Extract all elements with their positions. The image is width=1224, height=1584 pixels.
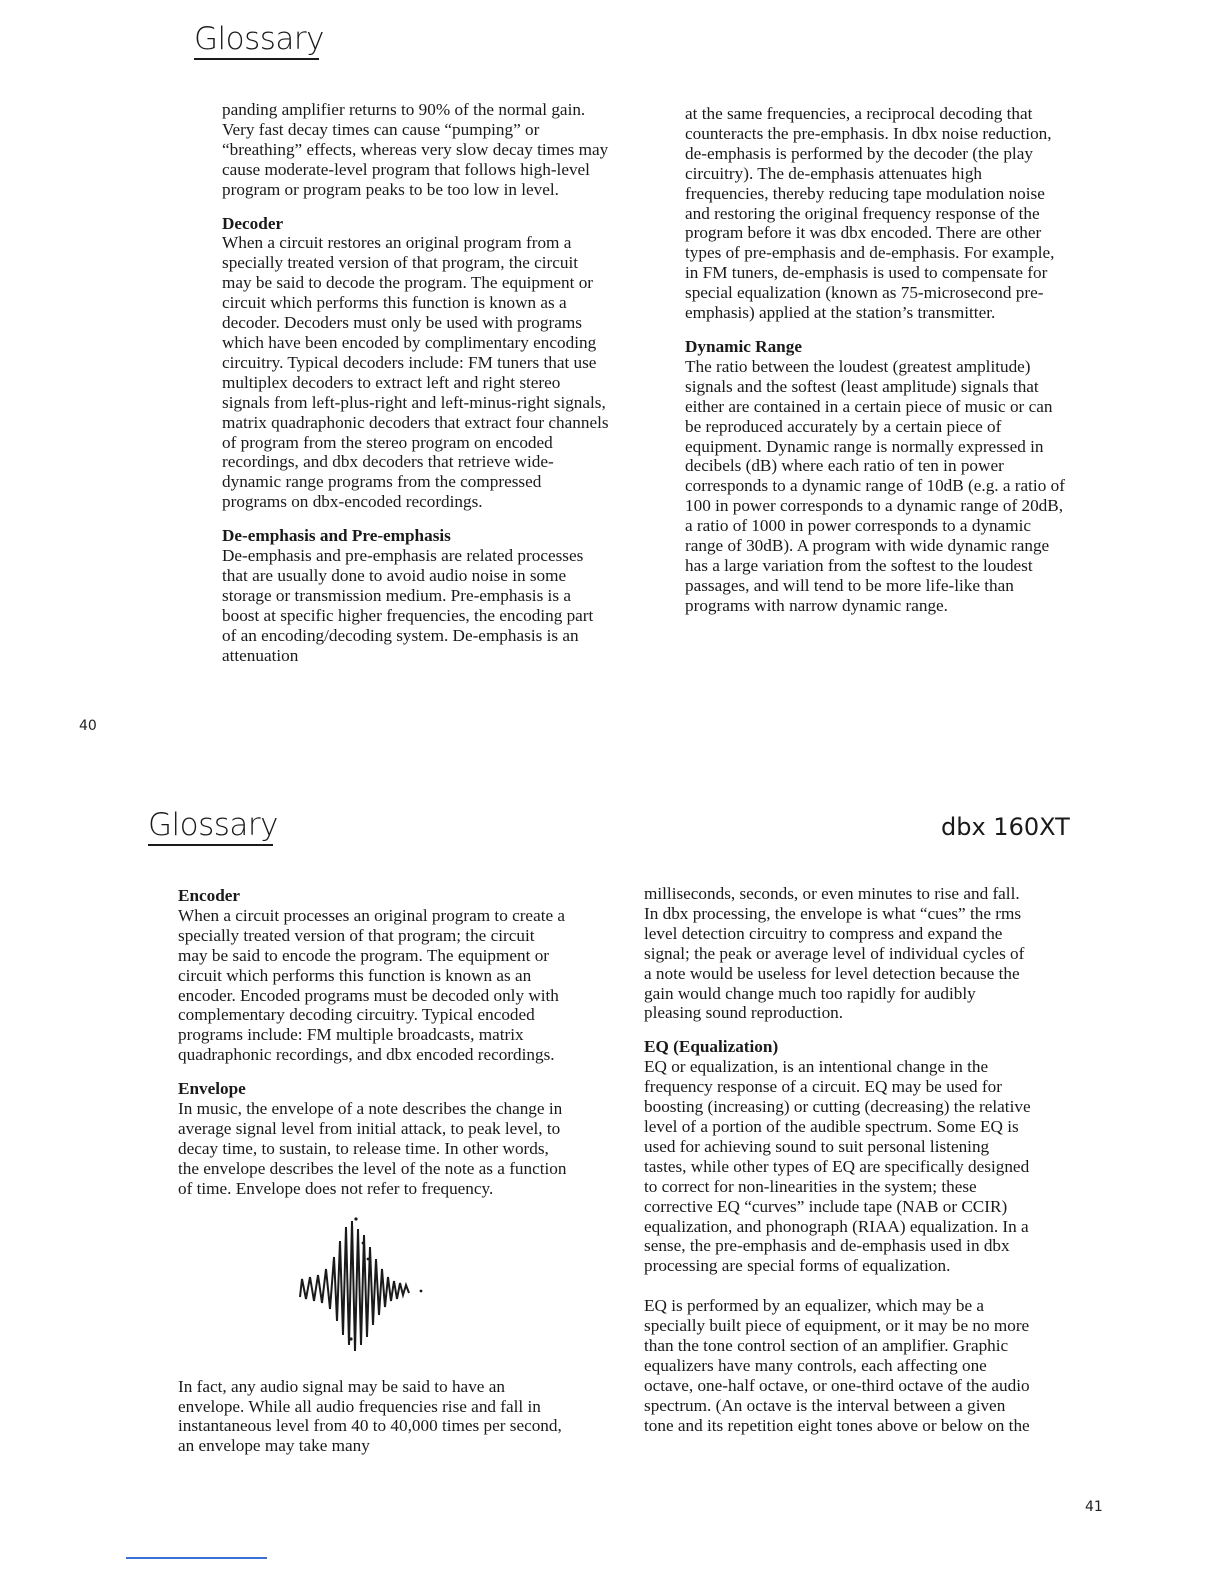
waveform-dot bbox=[354, 1217, 357, 1220]
right-column-top bbox=[685, 104, 1069, 616]
term-decoder: Decoder bbox=[222, 213, 284, 233]
paragraph-eq-continued: EQ is performed by an equalizer, which may be a specially built piece of equipment, or it may be no more than the tone control section of an amplifier. Graphic equalizers have many controls, each affecting one octave, one-half octave, or one-third octave of the audio spectrum. (An octave is the interval between a given tone and its repetition eight tones above or below on the bbox=[644, 1296, 1030, 1435]
page-title-top: Glossary bbox=[194, 21, 324, 57]
waveform-dot bbox=[367, 1257, 370, 1260]
definition-decoder: When a circuit restores an original program from a specially treated version of that program, the circuit may be said to decode the program. The equipment or circuit which performs this function is known as a decoder. Decoders must only be used with programs which have been encoded by complimentary encoding circuitry. Typical decoders include: FM tuners that use multiplex decoders to extract left and right stereo signals from left-plus-right and left-minus-right signals, matrix quadraphonic decoders that extract four channels of program from the stereo program on encoded recordings, and dbx decoders that retrieve wide-dynamic range programs from the compressed programs on dbx-encoded recordings. bbox=[222, 233, 609, 512]
definition-deemphasis: De-emphasis and pre-emphasis are related processes that are usually done to avoid audio noise in some storage or transmission medium. Pre-emphasis is a boost at specific higher frequencies, the encoding part of an encoding/decoding system. De-emphasis is an attenuation bbox=[222, 546, 594, 665]
waveform-dot bbox=[420, 1289, 423, 1292]
continued-paragraph: at the same frequencies, a reciprocal decoding that counteracts the pre-emphasis. In dbx noise reduction, de-emphasis is performed by the decoder (the play circuitry). The de-emphasis attenuates high frequencies, thereby reducing tape modulation noise and restoring the original frequency response of the program before it was dbx encoded. There are other types of pre-emphasis and de-emphasis. For example, in FM tuners, de-emphasis is used to compensate for special equalization (known as 75-microsecond pre-emphasis) applied at the station’s transmitter. bbox=[685, 104, 1055, 323]
envelope-waveform-illustration bbox=[296, 1217, 426, 1357]
term-encoder: Encoder bbox=[178, 886, 241, 905]
paragraph-envelope-continued: In fact, any audio signal may be said to have an envelope. While all audio frequencies rise and fall in instantaneous level from 40 to 40,000 times per second, an envelope may take many bbox=[178, 1376, 562, 1456]
continued-paragraph: panding amplifier returns to 90% of the normal gain. Very fast decay times can cause “pumping” or “breathing” effects, whereas very slow decay times may cause moderate-level program that follows high-level program or program peaks to be too low in level. bbox=[222, 100, 609, 199]
title-underline-top bbox=[194, 58, 319, 60]
definition-envelope: In music, the envelope of a note describes the change in average signal level from initial attack, to peak level, to decay time, to sustain, to release time. In other words, the envelope describes the level of the note as a function of time. Envelope does not refer to frequency. bbox=[178, 1099, 567, 1198]
term-deemphasis: De-emphasis and Pre-emphasis bbox=[222, 526, 451, 546]
right-column-bottom bbox=[644, 884, 1032, 1436]
term-eq: EQ (Equalization) bbox=[644, 1037, 779, 1057]
continued-paragraph: milliseconds, seconds, or even minutes to rise and fall. In dbx processing, the envelope is what “cues” the rms level detection circuitry to compress and expand the signal; the peak or average level of individual cycles of a note would be useless for level detection because the gain would change much too rapidly for audibly pleasing sound reproduction. bbox=[644, 884, 1025, 1023]
page-title-bottom: Glossary bbox=[148, 807, 278, 843]
page-number-40: 40 bbox=[79, 718, 97, 734]
definition-eq: EQ or equalization, is an intentional change in the frequency response of a circuit. EQ may be used for boosting (increasing) or cutting (decreasing) the relative level of a portion of the audible spectrum. Some EQ is used for achieving sound to suit personal listening tastes, while other types of EQ are specifically designed to correct for non-linearities in the system; these corrective EQ “curves” include tape (NAB or CCIR) equalization, and phonograph (RIAA) equalization. In a sense, the pre-emphasis and de-emphasis used in dbx processing are special forms of equalization. bbox=[644, 1057, 1031, 1276]
title-underline-bottom bbox=[148, 844, 273, 846]
term-dynamic-range: Dynamic Range bbox=[685, 336, 802, 356]
term-envelope: Envelope bbox=[178, 1079, 246, 1099]
definition-dynamic-range: The ratio between the loudest (greatest amplitude) signals and the softest (least amplitude) signals that either are contained in a certain piece of music or can be reproduced accurately by a certain piece of equipment. Dynamic range is normally expressed in decibels (dB) where each ratio of ten in power corresponds to a dynamic range of 10dB (e.g. a ratio of 100 in power corresponds to a dynamic range of 20dB, a ratio of 1000 in power corresponds to a dynamic range of 30dB). A program with wide dynamic range has a large variation from the softest to the loudest passages, and will tend to be more life-like than programs with narrow dynamic range. bbox=[685, 356, 1065, 615]
left-column-top bbox=[222, 100, 610, 665]
waveform-trace bbox=[300, 1221, 409, 1351]
product-name: dbx 160XT bbox=[941, 813, 1070, 841]
page-number-41: 41 bbox=[1085, 1499, 1103, 1515]
waveform-dot bbox=[362, 1241, 365, 1244]
left-column-bottom bbox=[178, 886, 568, 1456]
waveform-dot bbox=[349, 1337, 352, 1340]
footer-link-underline[interactable] bbox=[126, 1557, 267, 1559]
definition-encoder: When a circuit processes an original program to create a specially treated version of that program; the circuit may be said to encode the program. The equipment or circuit which performs this function is known as an encoder. Encoded programs must be decoded only with complementary decoding circuitry. Typical encoded programs include: FM multiple broadcasts, matrix quadraphonic recordings, and dbx encoded recordings. bbox=[178, 905, 566, 1065]
